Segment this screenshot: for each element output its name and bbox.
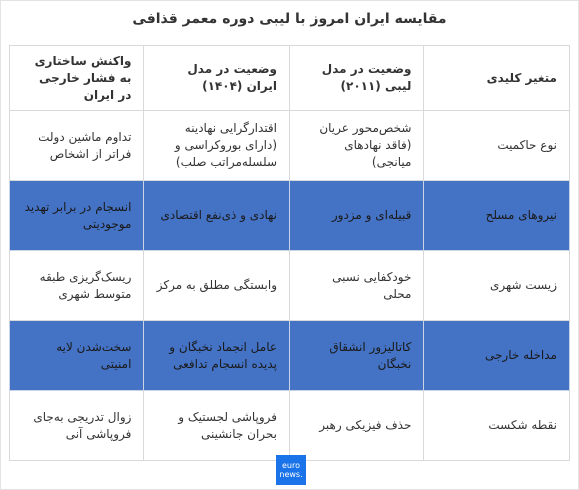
cell-variable: نوع حاکمیت [424,111,570,181]
cell-libya: خودکفایی نسبی محلی [290,251,424,321]
cell-reaction: تداوم ماشین دولت فراتر از اشخاص [10,111,144,181]
euronews-logo [276,455,306,485]
cell-iran: اقتدارگرایی نهادینه (دارای بوروکراسی و سلسله‌مراتب صلب) [144,111,290,181]
cell-variable: مداخله خارجی [424,321,570,391]
logo-line-euro: euro [282,461,300,470]
cell-reaction: زوال تدریجی به‌جای فروپاشی آنی [10,391,144,461]
cell-variable: نقطه شکست [424,391,570,461]
header-key-variable: متغیر کلیدی [424,46,570,111]
table-header-row [10,46,570,111]
table-row-highlighted [10,321,570,391]
cell-libya: حذف فیزیکی رهبر [290,391,424,461]
table-row [10,391,570,461]
cell-libya: کاتالیزور انشقاق نخبگان [290,321,424,391]
table-row [10,251,570,321]
cell-variable: نیروهای مسلح [424,181,570,251]
header-libya-status: وضعیت در مدل لیبی (۲۰۱۱) [290,46,424,111]
cell-reaction: سخت‌شدن لایه امنیتی [10,321,144,391]
cell-iran: عامل انجماد نخبگان و پدیده انسجام تدافعی [144,321,290,391]
cell-variable: زیست شهری [424,251,570,321]
table-row-highlighted [10,181,570,251]
cell-libya: شخص‌محور عریان (فاقد نهادهای میانجی) [290,111,424,181]
cell-iran: وابستگی مطلق به مرکز [144,251,290,321]
cell-iran: فروپاشی لجستیک و بحران جانشینی [144,391,290,461]
header-iran-status: وضعیت در مدل ایران (۱۴۰۴) [144,46,290,111]
table-row [10,111,570,181]
comparison-table [9,45,570,461]
cell-libya: قبیله‌ای و مزدور [290,181,424,251]
cell-iran: نهادی و ذی‌نفع اقتصادی [144,181,290,251]
page-title: مقایسه ایران امروز با لیبی دوره معمر قذافی [132,11,447,27]
cell-reaction: ریسک‌گریزی طبقه متوسط شهری [10,251,144,321]
header-structural-reaction: واکنش ساختاری به فشار خارجی در ایران [10,46,144,111]
logo-line-news: news. [279,470,303,479]
cell-reaction: انسجام در برابر تهدید موجودیتی [10,181,144,251]
